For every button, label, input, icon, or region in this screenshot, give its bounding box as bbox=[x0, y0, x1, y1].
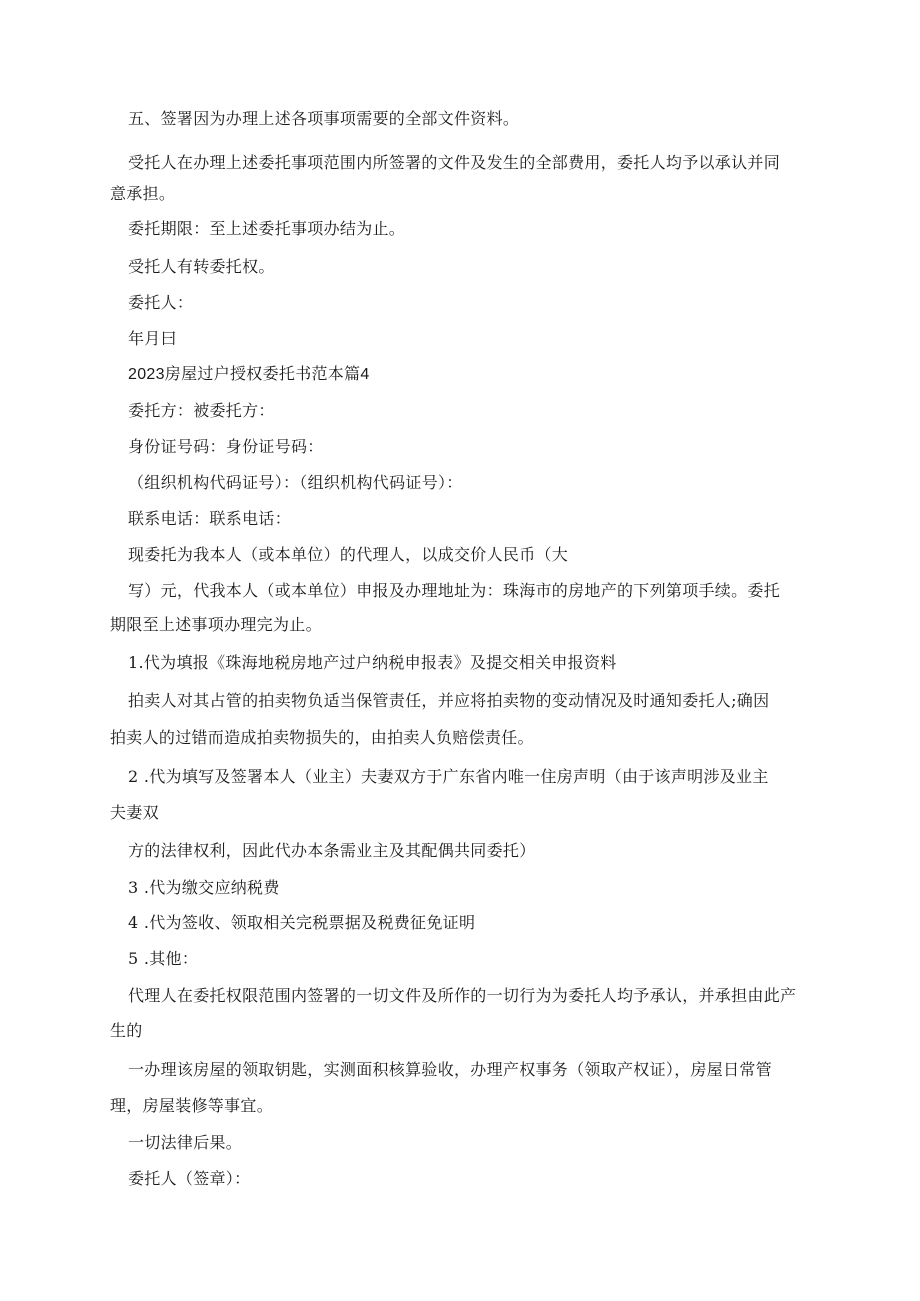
list-item-5: 5 .其他： bbox=[128, 949, 199, 968]
para-line: 意承担。 bbox=[110, 184, 176, 203]
para-line: 一切法律后果。 bbox=[128, 1133, 243, 1152]
para-line: 一办理该房屋的领取钥匙，实测面积核算验收，办理产权事务（领取产权证），房屋日常管 bbox=[128, 1060, 773, 1079]
section-title: 2023房屋过户授权委托书范本篇4 bbox=[128, 366, 370, 383]
field-id-number: 身份证号码：身份证号码： bbox=[128, 437, 324, 456]
field-parties: 委托方：被委托方： bbox=[128, 401, 275, 420]
signature-label: 委托人： bbox=[128, 293, 194, 312]
field-phone: 联系电话：联系电话： bbox=[128, 509, 292, 528]
para-line: 拍卖人的过错而造成拍卖物损失的，由拍卖人负赔偿责任。 bbox=[110, 728, 534, 747]
para-line: 代理人在委托权限范围内签署的一切文件及所作的一切行为为委托人均予承认，并承担由此产 bbox=[128, 986, 797, 1005]
list-item-1: 1.代为填报《珠海地税房地产过户纳税申报表》及提交相关申报资料 bbox=[128, 653, 617, 672]
para-line: 受托人在办理上述委托事项范围内所签署的文件及发生的全部费用，委托人均予以承认并同 bbox=[128, 153, 781, 172]
para-line: 生的 bbox=[110, 1021, 143, 1040]
para-item-five: 五、签署因为办理上述各项事项需要的全部文件资料。 bbox=[128, 109, 520, 128]
para-subdelegate: 受托人有转委托权。 bbox=[128, 257, 275, 276]
list-item-3: 3 .代为缴交应纳税费 bbox=[128, 878, 280, 897]
list-item-4: 4 .代为签收、领取相关完税票据及税费征免证明 bbox=[128, 913, 476, 932]
para-line: 拍卖人对其占管的拍卖物负适当保管责任，并应将拍卖物的变动情况及时通知委托人;确因 bbox=[128, 691, 770, 710]
signature-label: 委托人（签章）： bbox=[128, 1169, 251, 1188]
field-org-code: （组织机构代码证号）：（组织机构代码证号）： bbox=[128, 473, 463, 492]
date-label: 年月曰 bbox=[128, 329, 177, 348]
para-term: 委托期限：至上述委托事项办结为止。 bbox=[128, 219, 406, 238]
para-line: 写）元，代我本人（或本单位）申报及办理地址为：珠海市的房地产的下列第项手续。委托 bbox=[128, 581, 781, 600]
para-line: 夫妻双 bbox=[110, 803, 159, 822]
para-line: 理，房屋装修等事宜。 bbox=[110, 1096, 274, 1115]
para-line: 现委托为我本人（或本单位）的代理人，以成交价人民币（大 bbox=[128, 545, 569, 564]
para-line: 方的法律权利，因此代办本条需业主及其配偶共同委托） bbox=[128, 841, 536, 860]
para-line: 期限至上述事项办理完为止。 bbox=[110, 615, 322, 634]
list-item-2: 2 .代为填写及签署本人（业主）夫妻双方于广东省内唯一住房声明（由于该声明涉及业主 bbox=[128, 767, 769, 786]
